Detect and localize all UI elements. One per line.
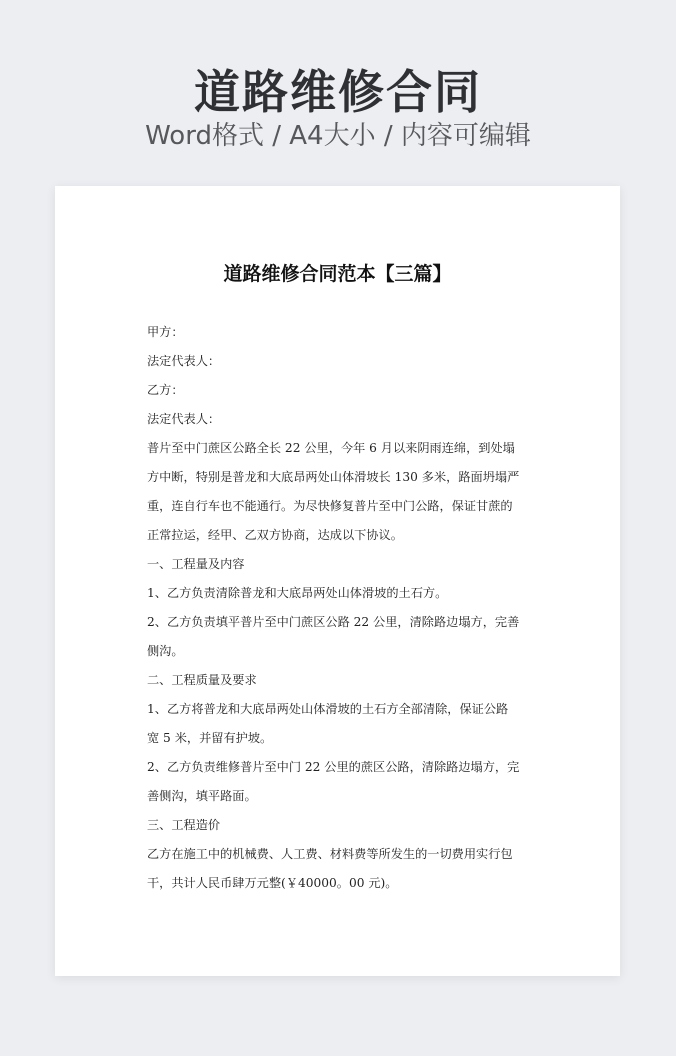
doc-line: 乙方： [147, 383, 184, 397]
document-body [147, 318, 531, 898]
doc-line: 善侧沟，填平路面。 [147, 789, 257, 803]
doc-line: 2、乙方负责维修普片至中门 22 公里的蔗区公路，清除路边塌方，完 [147, 760, 520, 774]
doc-line: 侧沟。 [147, 644, 184, 658]
doc-line: 法定代表人： [147, 354, 221, 368]
document-page [55, 186, 620, 976]
doc-line: 方中断，特别是普龙和大底昂两处山体滑坡长 130 多米，路面坍塌严 [147, 470, 520, 484]
doc-line: 1、乙方负责清除普龙和大底昂两处山体滑坡的土石方。 [147, 586, 448, 600]
section-heading: 一、工程量及内容 [147, 557, 245, 571]
doc-line: 法定代表人： [147, 412, 221, 426]
doc-line: 1、乙方将普龙和大底昂两处山体滑坡的土石方全部清除，保证公路 [147, 702, 509, 716]
section-heading: 二、工程质量及要求 [147, 673, 257, 687]
doc-line: 2、乙方负责填平普片至中门蔗区公路 22 公里，清除路边塌方，完善 [147, 615, 520, 629]
doc-line: 重，连自行车也不能通行。为尽快修复普片至中门公路，保证甘蔗的 [147, 499, 513, 513]
doc-line: 正常拉运，经甲、乙双方协商，达成以下协议。 [147, 528, 403, 542]
section-heading: 三、工程造价 [147, 818, 221, 832]
banner-title: 道路维修合同 [194, 65, 482, 119]
doc-line: 干，共计人民币肆万元整(￥40000。00 元)。 [147, 876, 398, 890]
doc-line: 普片至中门蔗区公路全长 22 公里，今年 6 月以来阴雨连绵，到处塌 [147, 441, 515, 455]
doc-line: 甲方： [147, 325, 184, 339]
doc-line: 宽 5 米，并留有护坡。 [147, 731, 273, 745]
document-title: 道路维修合同范本【三篇】 [223, 263, 452, 285]
doc-line: 乙方在施工中的机械费、人工费、材料费等所发生的一切费用实行包 [147, 847, 513, 861]
banner-subtitle: Word格式 / A4大小 / 内容可编辑 [145, 121, 531, 151]
